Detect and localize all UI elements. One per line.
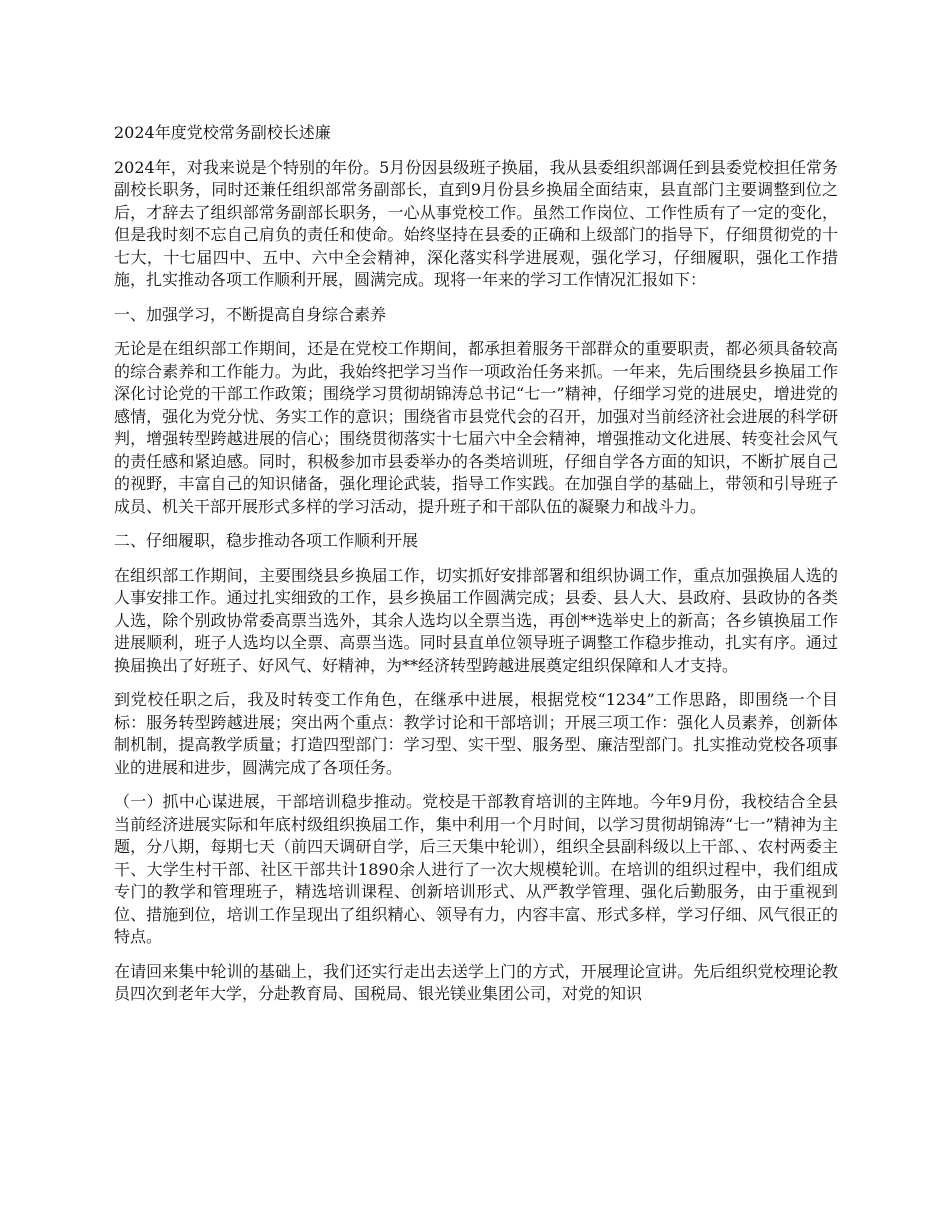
intro-paragraph: 2024年，对我来说是个特别的年份。5月份因县级班子换届，我从县委组织部调任到县委党校担任常务副校长职务，同时还兼任组织部常务副部长，直到9月份县乡换届全面结束，县直部门主要调整到位之后，才辞去了组织部常务副部长职务，一心从事党校工作。虽然工作岗位、工作性质有了一定的变化，但是我时刻不忘自己肩负的责任和使命。始终坚持在县委的正确和上级部门的指导下，仔细贯彻党的十七大，十七届四中、五中、六中全会精神，深化落实科学进展观，强化学习，仔细履职，强化工作措施，扎实推动各项工作顺利开展，圆满完成。现将一年来的学习工作情况汇报如下： [114,157,838,289]
body-paragraph: 在请回来集中轮训的基础上，我们还实行走出去送学上门的方式，开展理论宣讲。先后组织党校理论教员四次到老年大学，分赴教育局、国税局、银光镁业集团公司，对党的知识 [114,961,838,1003]
document-title: 2024年度党校常务副校长述廉 [114,123,331,142]
section-heading-2: 二、仔细履职，稳步推动各项工作顺利开展 [114,531,419,550]
body-paragraph: 无论是在组织部工作期间，还是在党校工作期间，都承担着服务干部群众的重要职责，都必须具备较高的综合素养和工作能力。为此，我始终把学习当作一项政治任务来抓。一年来，先后围绕县乡换届工作深化讨论党的干部工作政策；围绕学习贯彻胡锦涛总书记“七一”精神，仔细学习党的进展史，增进党的感情，强化为党分忧、务实工作的意识；围绕省市县党代会的召开，加强对当前经济社会进展的科学研判，增强转型跨越进展的信心；围绕贯彻落实十七届六中全会精神，增强推动文化进展、转变社会风气的责任感和紧迫感。同时，积极参加市县委举办的各类培训班，仔细自学各方面的知识，不断扩展自己的视野，丰富自己的知识储备，强化理论武装，指导工作实践。在加强自学的基础上，带领和引导班子成员、机关干部开展形式多样的学习活动，提升班子和干部队伍的凝聚力和战斗力。 [114,339,838,516]
body-paragraph: 在组织部工作期间，主要围绕县乡换届工作，切实抓好安排部署和组织协调工作，重点加强换届人选的人事安排工作。通过扎实细致的工作，县乡换届工作圆满完成；县委、县人大、县政府、县政协的各类人选，除个别政协常委高票当选外，其余人选均以全票当选，再创**选举史上的新高；各乡镇换届工作进展顺利，班子人选均以全票、高票当选。同时县直单位领导班子调整工作稳步推动，扎实有序。通过换届换出了好班子、好风气、好精神，为**经济转型跨越进展奠定组织保障和人才支持。 [114,565,838,675]
document-page [114,122,838,1018]
section-heading-1: 一、加强学习，不断提高自身综合素养 [114,304,387,324]
body-paragraph: （一）抓中心谋进展，干部培训稳步推动。党校是干部教育培训的主阵地。今年9月份，我校结合全县当前经济进展实际和年底村级组织换届工作，集中利用一个月时间，以学习贯彻胡锦涛“七一”精神为主题，分八期，每期七天（前四天调研自学，后三天集中轮训），组织全县副科级以上干部、、农村两委主干、大学生村干部、社区干部共计1890余人进行了一次大规模轮训。在培训的组织过程中，我们组成专门的教学和管理班子，精选培训课程、创新培训形式、从严教学管理、强化后勤服务，由于重视到位、措施到位，培训工作呈现出了组织精心、领导有力，内容丰富、形式多样，学习仔细、风气很正的特点。 [114,792,838,946]
body-paragraph: 到党校任职之后，我及时转变工作角色，在继承中进展，根据党校“1234”工作思路，即围绕一个目标：服务转型跨越进展；突出两个重点：教学讨论和干部培训；开展三项工作：强化人员素养，创新体制机制，提高教学质量；打造四型部门：学习型、实干型、服务型、廉洁型部门。扎实推动党校各项事业的进展和进步，圆满完成了各项任务。 [114,690,838,777]
